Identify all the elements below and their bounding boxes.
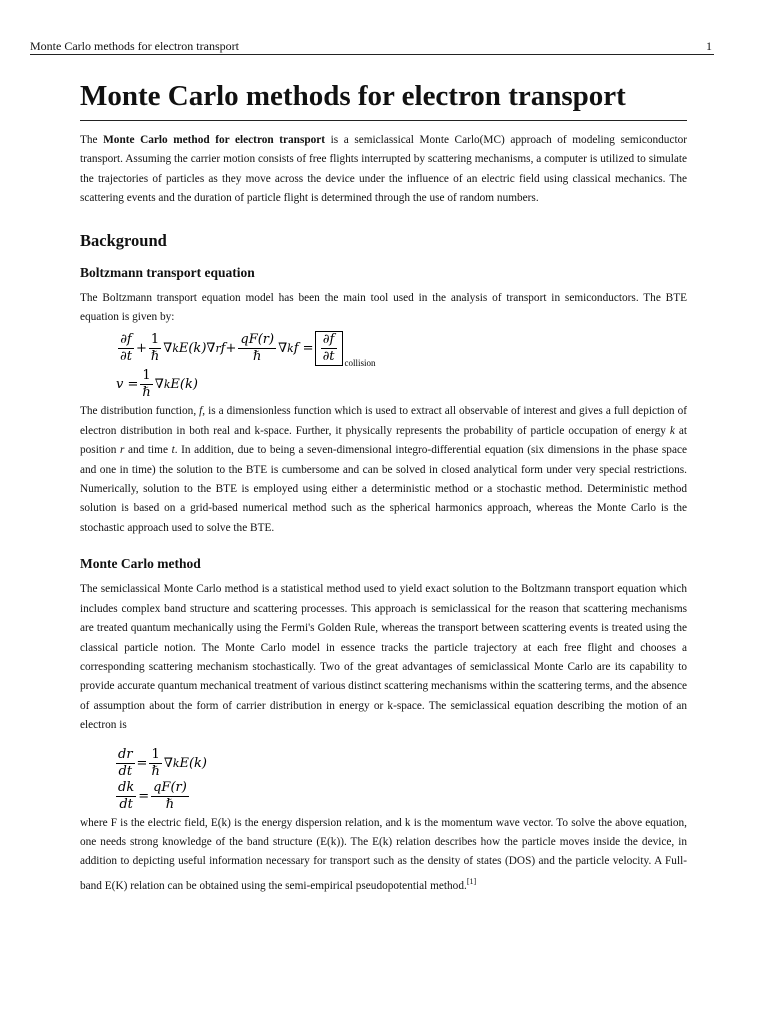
eq-num: 1 — [149, 332, 161, 349]
subsection-heading-bte: Boltzmann transport equation — [80, 264, 255, 280]
eq-den: dt — [119, 797, 133, 813]
eq-sub: k — [287, 341, 294, 355]
bte-intro-paragraph: The Boltzmann transport equation model has been the main tool used in the analysis of transport in semiconductors. The BTE equation is given by: — [80, 291, 687, 324]
eq-collision-label: collision — [344, 357, 376, 368]
bte-equation — [116, 330, 687, 366]
running-header-title: Monte Carlo methods for electron transport — [30, 39, 239, 53]
eq-num: dr — [118, 747, 133, 763]
intro-paragraph — [80, 131, 687, 209]
text-run: at position — [80, 424, 687, 457]
intro-text-post: is a semiclassical Monte Carlo(MC) approach of modeling semiconductor transport. Assuming the carrier motion consists of free flights interrupted by scattering mechanisms, a computer is utilized to simulate the trajectories of particles as they move across the device under the influence of an electric field using classical mechanics. The scattering events and the duration of particle flight is determined through the use of random numbers. — [80, 134, 688, 205]
motion-equation-dk — [114, 780, 687, 814]
eq-frac-qf-hbar — [238, 332, 276, 365]
eq-nabla: ∇ — [206, 340, 216, 356]
eq-num: ∂f — [118, 332, 134, 349]
eq-frac-1-hbar — [149, 332, 161, 365]
eq-plus: + — [135, 340, 147, 356]
eq-den: dt — [118, 764, 133, 780]
italic-var: t — [171, 444, 175, 457]
eq-frac-dk-dt — [116, 780, 136, 813]
eq-den: ∂t — [322, 348, 335, 364]
page-number: 1 — [706, 39, 712, 53]
eq-num: qF(r) — [240, 331, 275, 347]
eq-den: ℏ — [151, 764, 160, 780]
eq-frac-df-dt — [118, 332, 134, 365]
eq-bracket — [315, 331, 343, 366]
eq-nabla: ∇ — [163, 756, 173, 772]
eq-frac-1-hbar — [140, 368, 152, 401]
italic-var: r — [120, 444, 125, 457]
eq-term: E(k) — [170, 376, 198, 392]
eq-nabla: ∇ — [154, 376, 164, 392]
running-header — [30, 38, 714, 55]
eq-equals: = — [138, 789, 150, 805]
text-run: The distribution function, — [80, 405, 200, 418]
eq-term: E(k) — [179, 756, 207, 772]
eq-equals: = — [136, 756, 148, 772]
eq-frac-df-dt — [321, 332, 337, 365]
eq-sub: k — [172, 341, 179, 355]
distribution-function-paragraph — [80, 402, 687, 538]
eq-term: E(k) — [178, 340, 207, 356]
section-heading-background: Background — [80, 230, 167, 250]
motion-equation-dr — [114, 748, 687, 780]
eq-sub: k — [163, 377, 171, 391]
eq-den: ∂t — [120, 348, 132, 364]
article-title: Monte Carlo methods for electron transport — [80, 78, 687, 121]
eq-term: f — [220, 340, 226, 356]
eq-num: 1 — [149, 747, 161, 764]
monte-carlo-paragraph: The semiclassical Monte Carlo method is a statistical method used to yield exact solution to the Boltzmann transport equation which includes complex band structure and scattering processes. This approach is semiclassical for the reason that scattering mechanisms are treated quantum mechanically using the Fermi's Golden Rule, whereas the transport between scattering events is treated using the classical particle notion. The Monte Carlo model in essence tracks the particle trajectory at each free flight and chooses a corresponding scattering mechanism stochastically. Two of the great advantages of semiclassical Monte Carlo are its capability to provide accurate quantum mechanical treatment of various distinct scattering mechanisms within the scattering terms, and the absence of assumption about the form of carrier distribution in energy or k-space. The semiclassical equation describing the motion of an electron is — [80, 583, 687, 732]
eq-num: dk — [118, 780, 135, 796]
eq-frac-1-hbar — [149, 747, 161, 780]
subsection-heading-monte-carlo: Monte Carlo method — [80, 556, 201, 572]
eq-frac-dr-dt — [116, 747, 135, 780]
eq-plus: + — [225, 340, 237, 356]
text-run: . In addition, due to being a seven-dimensional integro-differential equation (six dimensions in the phase space and one in time) the solution to the BTE is cumbersome and can be solved in closed analytical form under very special restrictions. Numerically, solution to the BTE is employed using either a deterministic method or a stochastic method. Deterministic method solution is based on a grid-based numerical method such as the spherical harmonics approach, whereas the Monte Carlo is the stochastic approach used to solve the BTE. — [80, 444, 687, 534]
eq-term: f = — [293, 340, 314, 356]
eq-nabla: ∇ — [278, 340, 288, 356]
eq-den: ℏ — [165, 797, 175, 813]
citation-link[interactable]: [1] — [466, 876, 477, 886]
eq-num: qF(r) — [153, 780, 187, 796]
eq-den: ℏ — [142, 384, 151, 400]
eq-sub: k — [172, 757, 180, 771]
eq-num: ∂f — [321, 332, 337, 349]
text-run: , is a dimensionless function which is used to extract all observable of interest and gives a full depiction of electron distribution in both real and k-space. Further, it physically represents the probability of particle occupation of energy — [80, 405, 687, 437]
eq-nabla: ∇ — [163, 340, 173, 356]
eq-collision-term — [314, 331, 376, 366]
italic-var: f — [199, 405, 203, 418]
eq-num: 1 — [140, 368, 152, 385]
motion-equations — [114, 748, 687, 814]
eq-frac-qf-hbar — [151, 780, 189, 813]
eq-term: v = — [116, 376, 139, 392]
text-run: where F is the electric field, E(k) is the energy dispersion relation, and k is the momentum wave vector. To solve the above equation, one needs strong knowledge of the band structure (E(k)). The E(k) relation describes how the particle moves inside the device, in addition to depicting useful information necessary for transport such as the density of states (DOS) and the particle velocity. A Full-band E(K) relation can be obtained using the semi-empirical pseudopotential method. — [80, 816, 687, 892]
intro-text-pre: The — [80, 134, 104, 146]
text-run: and time — [124, 444, 172, 457]
eq-sub: r — [215, 341, 221, 355]
eq-den: ℏ — [253, 348, 262, 364]
eq-den: ℏ — [150, 348, 160, 364]
article-body — [80, 74, 687, 896]
italic-var: k — [669, 424, 675, 437]
intro-bold-term: Monte Carlo method for electron transport — [103, 134, 326, 146]
velocity-equation — [116, 366, 687, 402]
dispersion-paragraph — [80, 814, 687, 896]
